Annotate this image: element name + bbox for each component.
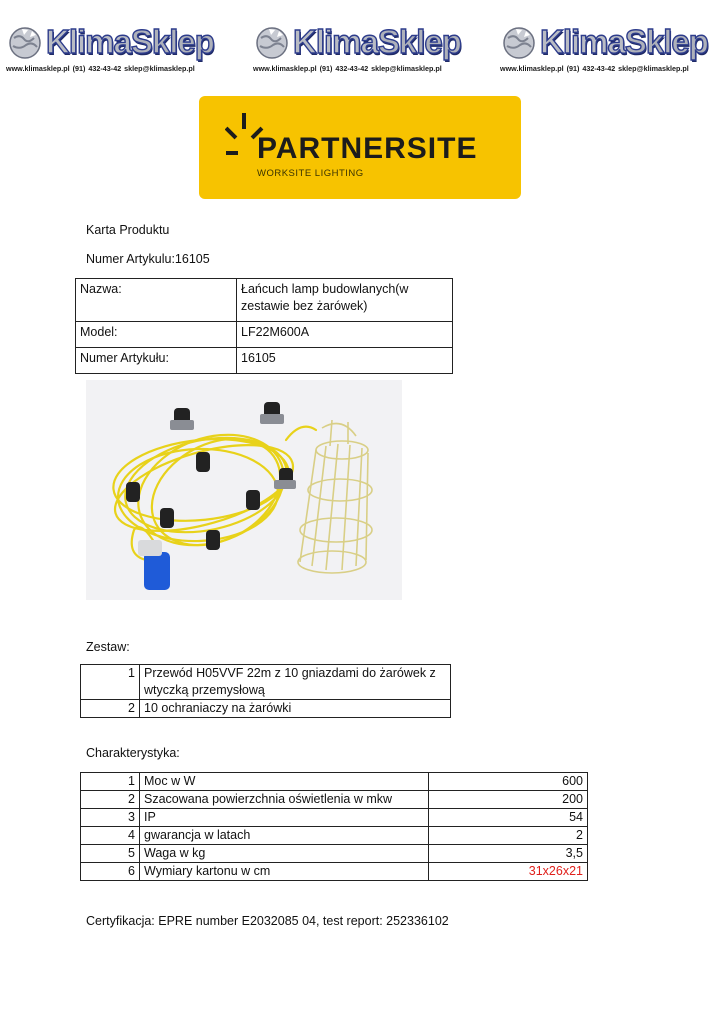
set-heading: Zestaw: (86, 640, 130, 654)
table-cell-number: 1 (81, 773, 140, 791)
table-row (81, 665, 451, 700)
table-cell-number: 4 (81, 827, 140, 845)
table-cell-key: Model: (76, 322, 237, 348)
table-row (81, 809, 588, 827)
table-row (81, 773, 588, 791)
brand-logo: KlimaSklep www.klimasklep.pl (91) 432-43-42 sklep@klimasklep.pl (500, 23, 708, 73)
table-cell-value: 16105 (237, 348, 453, 374)
product-photo (86, 380, 402, 600)
table-row (81, 845, 588, 863)
brand-contact: www.klimasklep.pl (91) 432-43-42 sklep@klimasklep.pl (6, 64, 195, 73)
brand-contact: www.klimasklep.pl (91) 432-43-42 sklep@klimasklep.pl (500, 64, 689, 73)
partnersite-logo (199, 96, 521, 199)
globe-icon (255, 26, 289, 60)
document-title: Karta Produktu (86, 223, 170, 237)
brand-logo: KlimaSklep www.klimasklep.pl (91) 432-43-42 sklep@klimasklep.pl (6, 23, 214, 73)
table-row (81, 791, 588, 809)
table-cell-number: 1 (81, 665, 140, 700)
table-cell-value: 54 (429, 809, 588, 827)
table-cell-value: 200 (429, 791, 588, 809)
table-cell-label: Moc w W (140, 773, 429, 791)
globe-icon (8, 26, 42, 60)
header-banner (0, 22, 725, 78)
brand-logo: KlimaSklep www.klimasklep.pl (91) 432-43-42 sklep@klimasklep.pl (253, 23, 461, 73)
table-cell-value: 3,5 (429, 845, 588, 863)
table-cell-number: 3 (81, 809, 140, 827)
table-cell-value: 600 (429, 773, 588, 791)
brand-contact: www.klimasklep.pl (91) 432-43-42 sklep@klimasklep.pl (253, 64, 442, 73)
set-table (80, 664, 451, 718)
table-cell-value: 31x26x21 (429, 863, 588, 881)
table-cell-label: Waga w kg (140, 845, 429, 863)
table-row (81, 700, 451, 718)
table-cell-value: 2 (429, 827, 588, 845)
table-cell-label: gwarancja w latach (140, 827, 429, 845)
characteristics-table (80, 772, 588, 881)
characteristics-heading: Charakterystyka: (86, 746, 180, 760)
table-cell-number: 5 (81, 845, 140, 863)
table-cell-text: Przewód H05VVF 22m z 10 gniazdami do żarówek z wtyczką przemysłową (140, 665, 451, 700)
table-cell-label: Szacowana powierzchnia oświetlenia w mkw (140, 791, 429, 809)
table-cell-text: 10 ochraniaczy na żarówki (140, 700, 451, 718)
table-cell-number: 6 (81, 863, 140, 881)
table-cell-value: LF22M600A (237, 322, 453, 348)
table-cell-label: IP (140, 809, 429, 827)
table-row (76, 279, 453, 322)
table-cell-key: Numer Artykułu: (76, 348, 237, 374)
table-cell-key: Nazwa: (76, 279, 237, 322)
partnersite-name: PARTNERSITE (257, 132, 478, 165)
partnersite-subtitle: WORKSITE LIGHTING (257, 168, 364, 179)
table-row (81, 863, 588, 881)
certification-line: Certyfikacja: EPRE number E2032085 04, test report: 252336102 (86, 914, 449, 928)
table-cell-label: Wymiary kartonu w cm (140, 863, 429, 881)
table-row (76, 322, 453, 348)
globe-icon (502, 26, 536, 60)
table-cell-number: 2 (81, 791, 140, 809)
table-row (81, 827, 588, 845)
table-row (76, 348, 453, 374)
table-cell-number: 2 (81, 700, 140, 718)
article-number-line: Numer Artykulu:16105 (86, 252, 210, 266)
product-table (75, 278, 453, 374)
table-cell-value: Łańcuch lamp budowlanych(w zestawie bez żarówek) (237, 279, 453, 322)
